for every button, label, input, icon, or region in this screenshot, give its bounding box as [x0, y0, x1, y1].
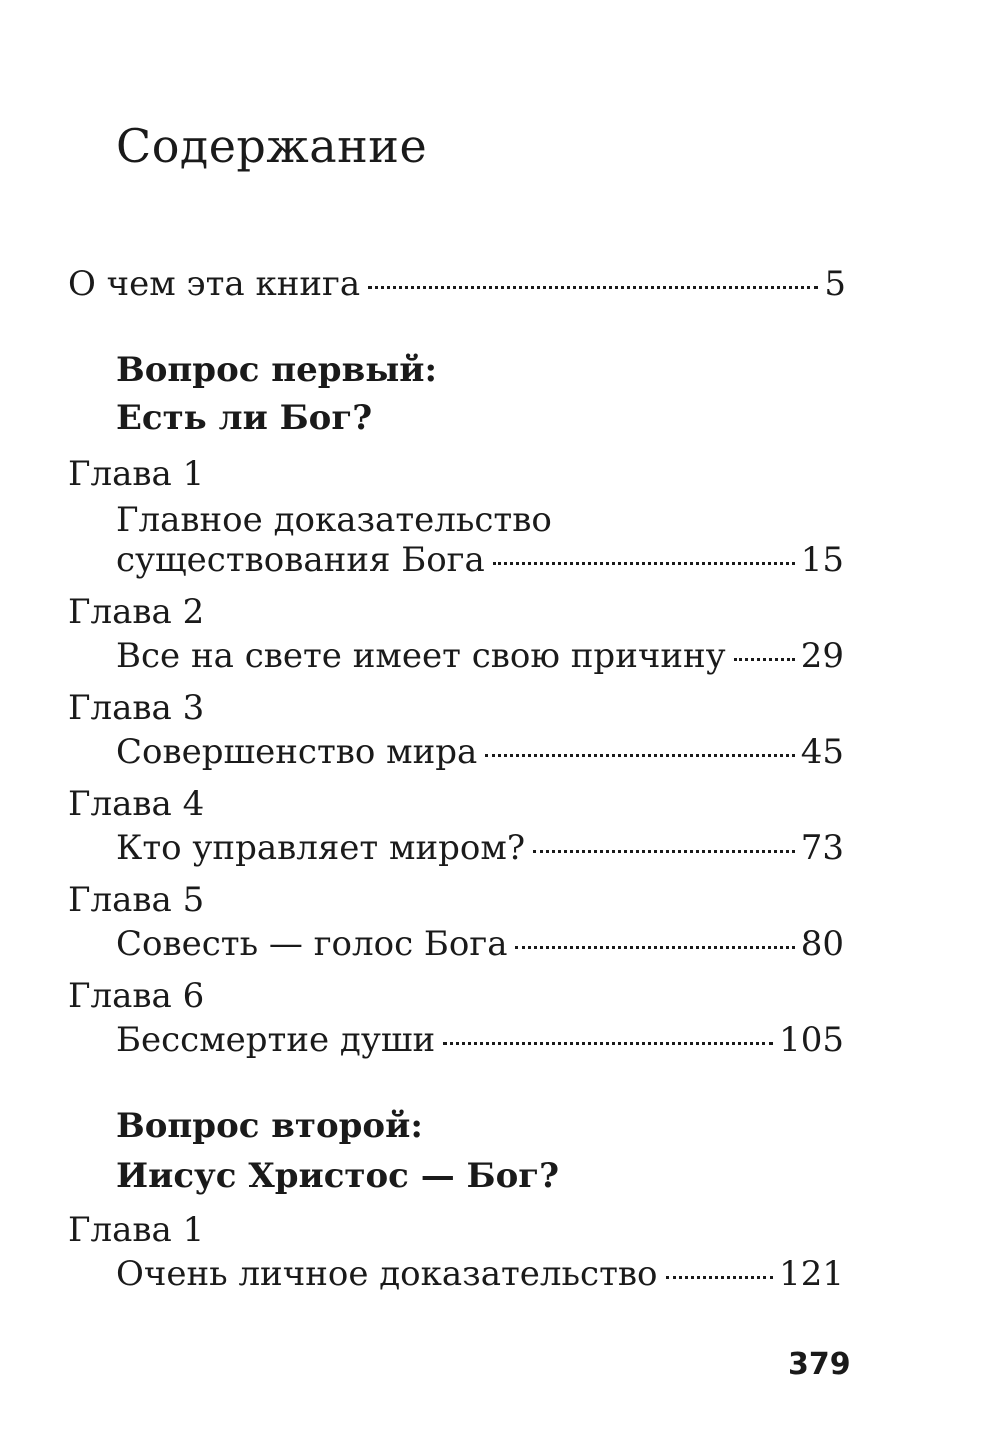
section-heading-part1-line1: Вопрос первый: — [116, 350, 438, 390]
chapter-label: Глава 1 — [68, 454, 205, 494]
chapter-label: Глава 1 — [68, 1210, 205, 1250]
section-heading-part1-line2: Есть ли Бог? — [116, 398, 373, 438]
toc-page-number: 45 — [800, 732, 844, 772]
toc-entry-title: Кто управляет миром? — [116, 828, 526, 868]
page-title: Содержание — [116, 119, 428, 173]
toc-entry-title: Главное доказательство — [116, 500, 552, 540]
toc-entry-chapter[interactable] — [116, 826, 844, 870]
toc-entry-chapter[interactable] — [116, 922, 844, 966]
toc-entry-intro[interactable] — [68, 262, 846, 306]
dot-leader — [666, 1276, 774, 1279]
toc-entry-chapter[interactable] — [116, 1018, 844, 1062]
toc-entry-chapter[interactable] — [116, 730, 844, 774]
chapter-label: Глава 6 — [68, 976, 205, 1016]
chapter-label: Глава 2 — [68, 592, 205, 632]
toc-entry-title: Совесть — голос Бога — [116, 924, 508, 964]
dot-leader — [734, 658, 795, 661]
toc-entry-title: Все на свете имеет свою причину — [116, 636, 726, 676]
toc-page-number: 121 — [779, 1254, 844, 1294]
toc-entry-title: существования Бога — [116, 540, 485, 580]
toc-entry-title: Бессмертие души — [116, 1020, 436, 1060]
chapter-label: Глава 5 — [68, 880, 205, 920]
page-number: 379 — [788, 1347, 851, 1382]
dot-leader — [493, 562, 795, 565]
toc-entry-chapter[interactable] — [116, 538, 844, 582]
dot-leader — [485, 754, 794, 757]
toc-entry-title: О чем эта книга — [68, 264, 361, 304]
chapter-label: Глава 3 — [68, 688, 205, 728]
toc-entry-chapter[interactable] — [116, 634, 844, 678]
section-heading-part2-line2: Иисус Христос — Бог? — [116, 1156, 560, 1196]
toc-page-number: 105 — [779, 1020, 844, 1060]
dot-leader — [368, 286, 818, 289]
toc-entry-chapter[interactable] — [116, 1252, 844, 1296]
toc-page-number: 73 — [800, 828, 844, 868]
dot-leader — [515, 946, 794, 949]
toc-page-number: 5 — [824, 264, 846, 304]
dot-leader — [443, 1042, 773, 1045]
toc-page-number: 29 — [800, 636, 844, 676]
toc-entry-title: Очень личное доказательство — [116, 1254, 658, 1294]
toc-page-number: 15 — [800, 540, 844, 580]
dot-leader — [533, 850, 795, 853]
section-heading-part2-line1: Вопрос второй: — [116, 1106, 423, 1146]
toc-entry-title: Совершенство мира — [116, 732, 478, 772]
toc-page-number: 80 — [800, 924, 844, 964]
chapter-label: Глава 4 — [68, 784, 205, 824]
